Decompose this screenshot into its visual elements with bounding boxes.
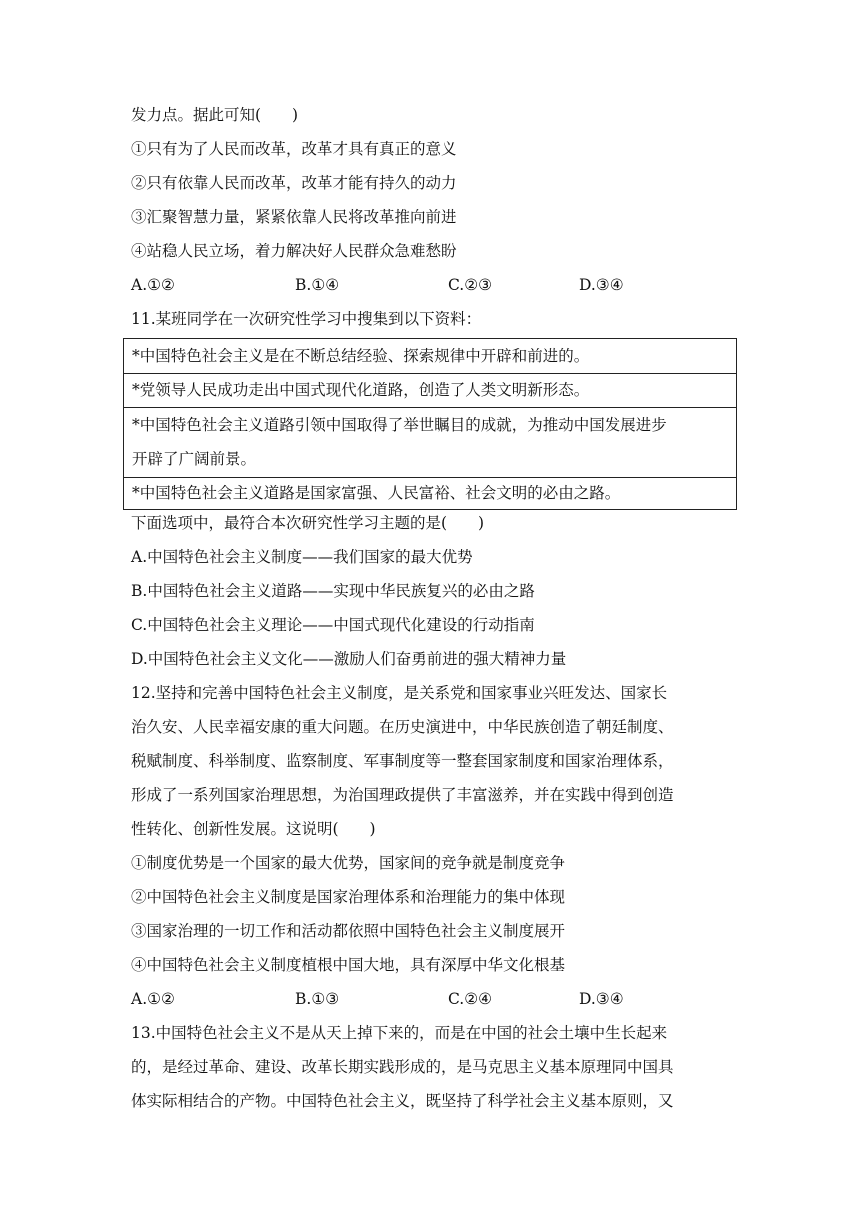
q12-item-2: ②中国特色社会主义制度是国家治理体系和治理能力的集中体现 [131, 888, 566, 906]
q10-option-b: B.①④ [295, 276, 340, 294]
q12-stem-line-3: 税赋制度、科举制度、监察制度、军事制度等一整套国家制度和国家治理体系， [131, 752, 674, 770]
q12-option-b: B.①③ [295, 990, 340, 1008]
q11-material-3: *中国特色社会主义道路引领中国取得了举世瞩目的成就，为推动中国发展进步 [132, 416, 667, 434]
q11-material-3-cont: 开辟了广阔前景。 [132, 450, 257, 468]
q12-item-4: ④中国特色社会主义制度植根中国大地，具有深厚中华文化根基 [131, 956, 566, 974]
q10-option-a: A.①② [131, 276, 175, 294]
q11-option-b: B.中国特色社会主义道路——实现中华民族复兴的必由之路 [131, 582, 535, 600]
q10-item-3: ③汇聚智慧力量，紧紧依靠人民将改革推向前进 [131, 208, 457, 226]
q12-stem-line-2: 治久安、人民幸福安康的重大问题。在历史演进中，中华民族创造了朝廷制度、 [131, 718, 674, 736]
q11-question: 下面选项中，最符合本次研究性学习主题的是( ) [131, 514, 485, 532]
q12-stem-line-4: 形成了一系列国家治理思想，为治国理政提供了丰富滋养，并在实践中得到创造 [131, 786, 674, 804]
q12-item-3: ③国家治理的一切工作和活动都依照中国特色社会主义制度展开 [131, 922, 566, 940]
q12-stem-line-1: 12.坚持和完善中国特色社会主义制度，是关系党和国家事业兴旺发达、国家长 [131, 684, 668, 702]
q12-option-d: D.③④ [579, 990, 624, 1008]
q12-stem-line-5: 性转化、创新性发展。这说明( ) [131, 820, 376, 838]
q13-stem-line-2: 的，是经过革命、建设、改革长期实践形成的，是马克思主义基本原理同中国具 [131, 1058, 674, 1076]
q11-material-row [124, 408, 736, 478]
q12-option-c: C.②④ [448, 990, 493, 1008]
q13-stem-line-3: 体实际相结合的产物。中国特色社会主义，既坚持了科学社会主义基本原则，又 [131, 1092, 674, 1110]
q10-item-4: ④站稳人民立场，着力解决好人民群众急难愁盼 [131, 242, 457, 260]
q12-item-1: ①制度优势是一个国家的最大优势，国家间的竞争就是制度竞争 [131, 854, 566, 872]
q10-item-2: ②只有依靠人民而改革，改革才能有持久的动力 [131, 174, 457, 192]
q10-option-d: D.③④ [579, 276, 624, 294]
q12-options [131, 989, 731, 1009]
q11-material-row [124, 339, 736, 374]
q11-material-1: *中国特色社会主义是在不断总结经验、探索规律中开辟和前进的。 [132, 347, 590, 365]
q12-option-a: A.①② [131, 990, 175, 1008]
q11-material-box [123, 338, 737, 510]
q11-option-d: D.中国特色社会主义文化——激励人们奋勇前进的强大精神力量 [131, 650, 567, 668]
q11-material-row [124, 374, 736, 408]
q13-stem-line-1: 13.中国特色社会主义不是从天上掉下来的，而是在中国的社会土壤中生长起来 [131, 1024, 668, 1042]
q11-option-c: C.中国特色社会主义理论——中国式现代化建设的行动指南 [131, 616, 535, 634]
q11-stem: 11.某班同学在一次研究性学习中搜集到以下资料： [131, 310, 482, 328]
q10-item-1: ①只有为了人民而改革，改革才具有真正的意义 [131, 140, 457, 158]
q11-option-a: A.中国特色社会主义制度——我们国家的最大优势 [131, 548, 473, 566]
q10-option-c: C.②③ [448, 276, 493, 294]
q10-stem-tail: 发力点。据此可知( ) [131, 106, 299, 124]
q11-material-row [124, 478, 736, 511]
q10-options [131, 275, 731, 295]
q11-material-4: *中国特色社会主义道路是国家富强、人民富裕、社会文明的必由之路。 [132, 484, 621, 502]
q11-material-2: *党领导人民成功走出中国式现代化道路，创造了人类文明新形态。 [132, 381, 590, 399]
